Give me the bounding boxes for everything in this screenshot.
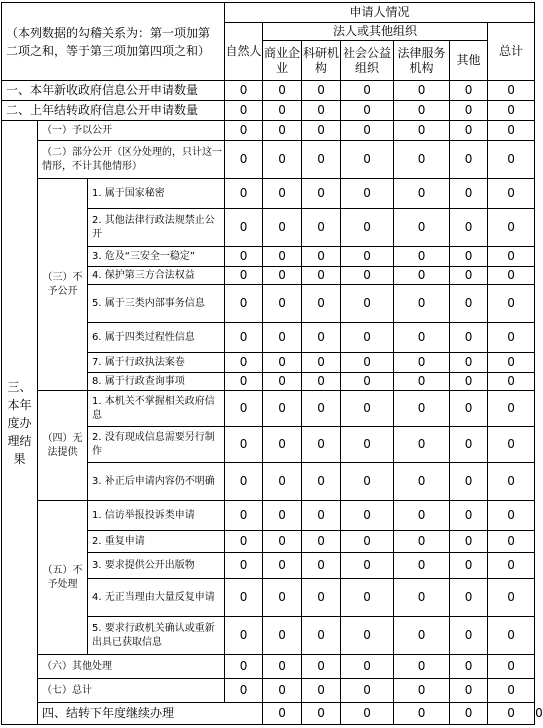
cell-value: 0 — [394, 353, 450, 373]
cell-value: 0 — [341, 373, 394, 391]
cell-value: 0 — [488, 101, 535, 121]
cell-value: 0 — [450, 463, 488, 501]
cell-value: 0 — [302, 247, 341, 267]
header-legal-or-other: 法人或其他组织 — [263, 23, 488, 41]
cell-value: 0 — [341, 579, 394, 617]
table-row — [2, 179, 535, 209]
cell-value: 0 — [341, 267, 394, 285]
cell-value: 0 — [488, 655, 535, 679]
cell-value: 0 — [450, 209, 488, 247]
cell-value: 0 — [394, 531, 450, 553]
cell-value: 0 — [488, 81, 535, 101]
cell-value: 0 — [302, 617, 341, 655]
cell-value: 0 — [450, 267, 488, 285]
cell-value: 0 — [488, 553, 535, 579]
cell-value: 0 — [302, 81, 341, 101]
row-label: 四、结转下年度继续办理 — [38, 703, 263, 725]
row-label: 7. 属于行政执法案卷 — [88, 353, 225, 373]
cell-value: 0 — [225, 391, 263, 427]
table-row — [2, 141, 535, 179]
cell-value: 0 — [263, 267, 302, 285]
cell-value: 0 — [302, 655, 341, 679]
cell-value: 0 — [394, 579, 450, 617]
row-label: 4. 保护第三方合法权益 — [88, 267, 225, 285]
cell-value: 0 — [302, 373, 341, 391]
table-row: 四、结转下年度继续办理 0 0 0 0 0 0 0 — [2, 703, 535, 725]
cell-value: 0 — [263, 617, 302, 655]
cell-value: 0 — [450, 655, 488, 679]
cell-value: 0 — [341, 121, 394, 141]
cell-value: 0 — [263, 121, 302, 141]
cell-value: 0 — [263, 179, 302, 209]
row-label: （六）其他处理 — [38, 655, 225, 679]
cell-value: 0 — [450, 531, 488, 553]
cell-value: 0 — [302, 579, 341, 617]
cell-value: 0 — [394, 391, 450, 427]
cell-value: 0 — [394, 267, 450, 285]
cell-value: 0 — [225, 179, 263, 209]
cell-value: 0 — [394, 463, 450, 501]
cell-value: 0 — [263, 703, 302, 725]
cell-value: 0 — [225, 655, 263, 679]
row-label: （二）部分公开（区分处理的，只计这一情形，不计其他情形） — [38, 141, 225, 179]
cell-value: 0 — [488, 179, 535, 209]
cell-value: 0 — [302, 267, 341, 285]
cell-value: 0 — [225, 209, 263, 247]
row-label: 5. 属于三类内部事务信息 — [88, 285, 225, 323]
cell-value: 0 — [488, 531, 535, 553]
cell-value: 0 — [488, 285, 535, 323]
cell-value: 0 — [394, 655, 450, 679]
cell-value: 0 — [302, 703, 341, 725]
cell-value: 0 — [488, 209, 535, 247]
cell-value: 0 — [341, 247, 394, 267]
cell-value: 0 — [488, 463, 535, 501]
cell-value: 0 — [302, 323, 341, 353]
cell-value: 0 — [302, 679, 341, 703]
header-total: 总计 — [488, 23, 535, 81]
cell-value: 0 — [263, 247, 302, 267]
cell-value: 0 — [394, 373, 450, 391]
cell-value: 0 — [450, 703, 488, 725]
table-row — [2, 679, 535, 703]
cell-value: 0 — [302, 553, 341, 579]
cell-value: 0 — [341, 323, 394, 353]
cell-value: 0 — [450, 679, 488, 703]
cell-value: 0 — [302, 391, 341, 427]
cell-value: 0 — [488, 267, 535, 285]
cell-value: 0 — [394, 81, 450, 101]
row-label: 3. 补正后申请内容仍不明确 — [88, 463, 225, 501]
row-label: （一）予以公开 — [38, 121, 225, 141]
cell-value: 0 — [450, 353, 488, 373]
row-label: 4. 无正当理由大量反复申请 — [88, 579, 225, 617]
row-label: 3. 要求提供公开出版物 — [88, 553, 225, 579]
header-applicant: 申请人情况 — [225, 3, 535, 23]
cell-value: 0 — [302, 531, 341, 553]
cell-value: 0 — [225, 679, 263, 703]
cell-value: 0 — [341, 179, 394, 209]
cell-value: 0 — [450, 247, 488, 267]
cell-value: 0 — [341, 617, 394, 655]
cell-value: 0 — [341, 353, 394, 373]
cell-value: 0 — [488, 703, 535, 725]
cell-value: 0 — [302, 285, 341, 323]
cell-value: 0 — [341, 209, 394, 247]
cell-value: 0 — [488, 501, 535, 531]
cell-value: 0 — [263, 209, 302, 247]
cell-value: 0 — [225, 267, 263, 285]
table-row — [2, 655, 535, 679]
row-label: 1. 信访举报投诉类申请 — [88, 501, 225, 531]
cell-value: 0 — [488, 579, 535, 617]
cell-value: 0 — [450, 501, 488, 531]
cell-value: 0 — [263, 579, 302, 617]
cell-value: 0 — [263, 655, 302, 679]
cell-value: 0 — [341, 81, 394, 101]
group-4-label: （四）无法提供 — [38, 391, 88, 501]
cell-value: 0 — [341, 679, 394, 703]
cell-value: 0 — [394, 209, 450, 247]
cell-value: 0 — [263, 141, 302, 179]
row-label: 1. 本机关不掌握相关政府信息 — [88, 391, 225, 427]
table-row — [2, 121, 535, 141]
cell-value: 0 — [450, 391, 488, 427]
cell-value: 0 — [302, 353, 341, 373]
cell-value: 0 — [394, 285, 450, 323]
cell-value: 0 — [488, 121, 535, 141]
cell-value: 0 — [225, 579, 263, 617]
cell-value: 0 — [341, 391, 394, 427]
cell-value: 0 — [225, 353, 263, 373]
cell-value: 0 — [225, 247, 263, 267]
table-row — [2, 391, 535, 427]
cell-value: 0 — [263, 531, 302, 553]
cell-value: 0 — [394, 501, 450, 531]
cell-value: 0 — [263, 285, 302, 323]
cell-value: 0 — [341, 703, 394, 725]
cell-value: 0 — [302, 427, 341, 463]
cell-value: 0 — [450, 101, 488, 121]
group-3-label: （三）不予公开 — [38, 179, 88, 391]
header-social-welfare: 社会公益组织 — [341, 41, 394, 81]
cell-value: 0 — [450, 179, 488, 209]
cell-value: 0 — [394, 553, 450, 579]
cell-value: 0 — [263, 373, 302, 391]
row-label: 3. 危及“三安全一稳定” — [88, 247, 225, 267]
header-other: 其他 — [450, 41, 488, 81]
cell-value: 0 — [341, 553, 394, 579]
cell-value: 0 — [341, 141, 394, 179]
cell-value: 0 — [225, 427, 263, 463]
cell-value: 0 — [488, 391, 535, 427]
cell-value: 0 — [488, 427, 535, 463]
table-row — [2, 501, 535, 531]
cell-value: 0 — [394, 121, 450, 141]
cell-value: 0 — [394, 247, 450, 267]
cell-value: 0 — [341, 285, 394, 323]
table-row — [2, 81, 535, 101]
cell-value: 0 — [225, 285, 263, 323]
cell-value: 0 — [263, 501, 302, 531]
cell-value: 0 — [341, 655, 394, 679]
cell-value: 0 — [450, 323, 488, 353]
cell-value: 0 — [450, 427, 488, 463]
cell-value: 0 — [225, 373, 263, 391]
cell-value: 0 — [263, 323, 302, 353]
cell-value: 0 — [263, 353, 302, 373]
table-row — [2, 101, 535, 121]
cell-value: 0 — [302, 121, 341, 141]
cell-value: 0 — [341, 463, 394, 501]
row-label: 二、上年结转政府信息公开申请数量 — [2, 101, 225, 121]
cell-value: 0 — [263, 391, 302, 427]
cell-value: 0 — [394, 179, 450, 209]
cell-value: 0 — [302, 501, 341, 531]
cell-value: 0 — [302, 141, 341, 179]
row-label: 1. 属于国家秘密 — [88, 179, 225, 209]
cell-value: 0 — [225, 553, 263, 579]
cell-value: 0 — [263, 81, 302, 101]
cell-value: 0 — [225, 141, 263, 179]
cell-value: 0 — [225, 501, 263, 531]
cell-value: 0 — [488, 679, 535, 703]
cell-value: 0 — [450, 373, 488, 391]
cell-value: 0 — [302, 463, 341, 501]
cell-value: 0 — [450, 141, 488, 179]
cell-value: 0 — [225, 323, 263, 353]
cell-value: 0 — [263, 427, 302, 463]
cell-value: 0 — [450, 81, 488, 101]
cell-value: 0 — [488, 323, 535, 353]
row-label: 5. 要求行政机关确认或重新出具已获取信息 — [88, 617, 225, 655]
cell-value: 0 — [394, 617, 450, 655]
group-5-label: （五）不予处理 — [38, 501, 88, 655]
header-natural-person: 自然人 — [225, 23, 263, 81]
row-label: 2. 其他法律行政法规禁止公开 — [88, 209, 225, 247]
cell-value: 0 — [450, 579, 488, 617]
cell-value: 0 — [394, 427, 450, 463]
cell-value: 0 — [450, 617, 488, 655]
cell-value: 0 — [302, 101, 341, 121]
row-label: （七）总计 — [38, 679, 225, 703]
header-research: 科研机构 — [302, 41, 341, 81]
cell-value: 0 — [302, 179, 341, 209]
cell-value: 0 — [225, 463, 263, 501]
cell-value: 0 — [488, 353, 535, 373]
cell-value: 0 — [341, 501, 394, 531]
cell-value: 0 — [341, 531, 394, 553]
cell-value: 0 — [225, 617, 263, 655]
cell-value: 0 — [302, 209, 341, 247]
cell-value: 0 — [225, 101, 263, 121]
cell-value: 0 — [450, 285, 488, 323]
cell-value: 0 — [263, 679, 302, 703]
cell-value: 0 — [263, 553, 302, 579]
cell-value: 0 — [394, 323, 450, 353]
cell-value: 0 — [488, 247, 535, 267]
header-commercial: 商业企业 — [263, 41, 302, 81]
header-note: （本列数据的勾稽关系为：第一项加第二项之和，等于第三项加第四项之和） — [2, 3, 225, 81]
cell-value: 0 — [225, 81, 263, 101]
cell-value: 0 — [450, 121, 488, 141]
cell-value: 0 — [488, 617, 535, 655]
row-label: 8. 属于行政查询事项 — [88, 373, 225, 391]
cell-value: 0 — [394, 101, 450, 121]
cell-value: 0 — [225, 531, 263, 553]
statistics-table — [1, 2, 543, 725]
row-label: 6. 属于四类过程性信息 — [88, 323, 225, 353]
cell-value: 0 — [450, 553, 488, 579]
row-label: 2. 重复申请 — [88, 531, 225, 553]
cell-value: 0 — [488, 141, 535, 179]
cell-value: 0 — [394, 703, 450, 725]
row-label: 2. 没有现成信息需要另行制作 — [88, 427, 225, 463]
cell-value: 0 — [341, 427, 394, 463]
cell-value: 0 — [394, 679, 450, 703]
cell-value: 0 — [263, 463, 302, 501]
cell-value: 0 — [488, 373, 535, 391]
row-label: 一、本年新收政府信息公开申请数量 — [2, 81, 225, 101]
section-3-label: 三、本年度办理结果 — [2, 121, 38, 725]
cell-value: 0 — [263, 101, 302, 121]
cell-value: 0 — [394, 141, 450, 179]
cell-value: 0 — [341, 101, 394, 121]
cell-value: 0 — [225, 121, 263, 141]
header-legal-service: 法律服务机构 — [394, 41, 450, 81]
